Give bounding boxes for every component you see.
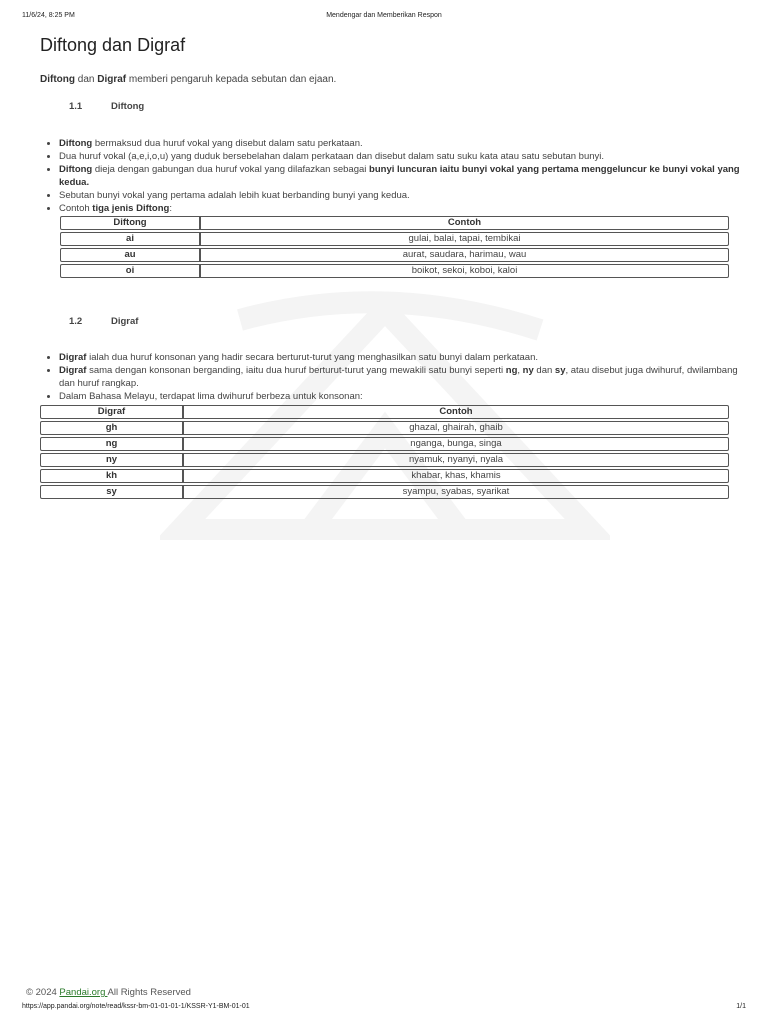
page-title: Diftong dan Digraf [40, 35, 186, 55]
table-row [40, 453, 729, 467]
table-cell: nyamuk, nyanyi, nyala [183, 453, 729, 467]
section-number: 1.1 [69, 101, 83, 112]
section-heading-diftong [69, 101, 144, 112]
print-url: https://app.pandai.org/note/read/kssr-bm-01-01-01-1/KSSR-Y1-BM-01-01 [22, 1003, 250, 1010]
table-cell: sy [40, 485, 183, 499]
table-row [40, 469, 729, 483]
table-cell: gulai, balai, tapai, tembikai [200, 232, 729, 246]
digraf-table [40, 403, 729, 501]
print-title: Mendengar dan Memberikan Respon [326, 12, 442, 19]
table-row [40, 437, 729, 451]
table-row [40, 421, 729, 435]
table-header: Diftong [60, 216, 200, 230]
table-cell: au [60, 248, 200, 262]
table-header: Digraf [40, 405, 183, 419]
section-title: Diftong [111, 101, 145, 112]
section-number: 1.2 [69, 316, 83, 327]
list-item: • Dalam Bahasa Melayu, terdapat lima dwihuruf berbeza untuk konsonan: [59, 390, 754, 403]
table-cell: kh [40, 469, 183, 483]
table-cell: ny [40, 453, 183, 467]
table-cell: gh [40, 421, 183, 435]
table-cell: ai [60, 232, 200, 246]
table-cell: nganga, bunga, singa [183, 437, 729, 451]
section-title: Digraf [111, 316, 139, 327]
table-cell: khabar, khas, khamis [183, 469, 729, 483]
table-row [60, 264, 729, 278]
table-header-row [60, 216, 729, 230]
table-header-row [40, 405, 729, 419]
table-cell: syampu, syabas, syarikat [183, 485, 729, 499]
pandai-link[interactable]: Pandai.org [59, 987, 108, 998]
list-item: • Diftong bermaksud dua huruf vokal yang disebut dalam satu perkataan. [59, 137, 754, 150]
section-heading-digraf [69, 316, 138, 327]
table-header: Contoh [183, 405, 729, 419]
table-cell: ng [40, 437, 183, 451]
list-item: • Contoh tiga jenis Diftong: [59, 202, 754, 215]
table-row [40, 485, 729, 499]
list-item: • Digraf sama dengan konsonan berganding, iaitu dua huruf berturut-turut yang mewakili satu bunyi seperti ng, ny dan sy, atau disebut juga dwihuruf, dwilambang dan huruf rangkap. [59, 364, 754, 390]
table-row [60, 232, 729, 246]
list-item: • Sebutan bunyi vokal yang pertama adalah lebih kuat berbanding bunyi yang kedua. [59, 189, 754, 202]
table-cell: oi [60, 264, 200, 278]
diftong-table [60, 214, 729, 280]
digraf-bullet-list [40, 351, 754, 403]
table-row [60, 248, 729, 262]
table-cell: ghazal, ghairah, ghaib [183, 421, 729, 435]
page-number: 1/1 [736, 1003, 746, 1010]
table-header: Contoh [200, 216, 729, 230]
intro-text: Diftong dan Digraf memberi pengaruh kepada sebutan dan ejaan. [40, 74, 337, 85]
list-item: • Digraf ialah dua huruf konsonan yang hadir secara berturut-turut yang menghasilkan satu bunyi dalam perkataan. [59, 351, 754, 364]
table-cell: boikot, sekoi, koboi, kaloi [200, 264, 729, 278]
list-item: • Diftong dieja dengan gabungan dua huruf vokal yang dilafazkan sebagai bunyi luncuran iaitu bunyi vokal yang pertama menggeluncur ke bunyi vokal yang kedua. [59, 163, 754, 189]
table-cell: aurat, saudara, harimau, wau [200, 248, 729, 262]
list-item: • Dua huruf vokal (a,e,i,o,u) yang duduk bersebelahan dalam perkataan dan disebut dalam satu suku kata atau satu sebutan bunyi. [59, 150, 754, 163]
diftong-bullet-list [40, 137, 754, 215]
copyright-footer: © 2024 Pandai.org All Rights Reserved [26, 987, 191, 998]
print-date: 11/6/24, 8:25 PM [22, 12, 75, 19]
